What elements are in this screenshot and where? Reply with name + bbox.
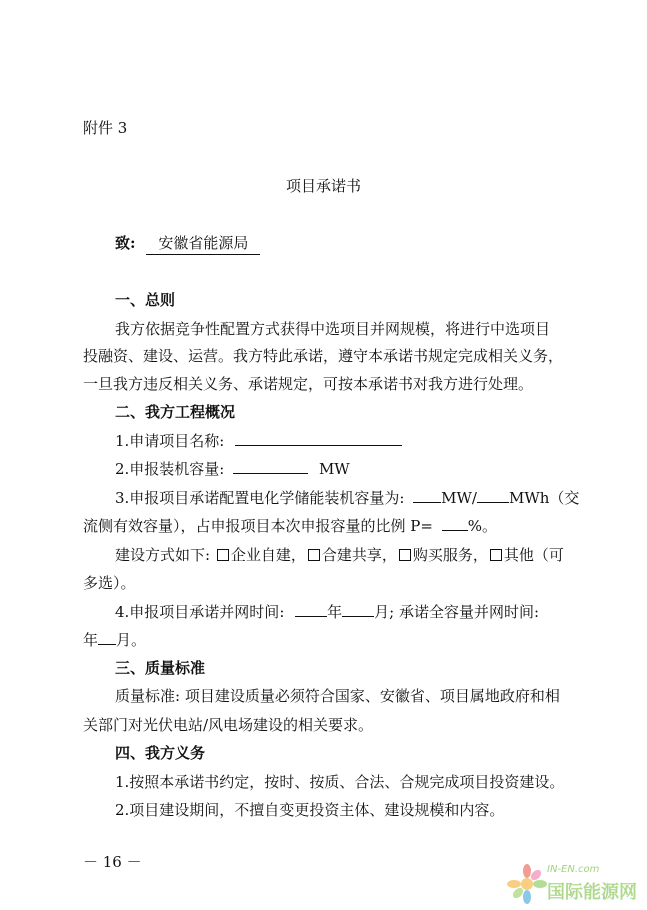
option-joint-build: 合建共享， xyxy=(321,546,397,564)
checkbox-purchase-service[interactable] xyxy=(399,549,411,561)
grid-month-unit: 月; 承诺全容量并网时间: xyxy=(374,603,540,621)
sun-flower-logo-icon xyxy=(505,862,549,906)
overview-item-capacity xyxy=(115,458,350,479)
overview-item-project-name xyxy=(115,430,402,451)
page-number: － 16 － xyxy=(83,853,142,871)
checkbox-other[interactable] xyxy=(490,549,502,561)
section-obligations-heading: 四、我方义务 xyxy=(115,744,206,762)
storage-label: 3.申报项目承诺配置电化学储能装机容量为: xyxy=(115,489,405,507)
build-method-line xyxy=(115,544,564,565)
full-grid-year-unit: 年 xyxy=(83,631,99,649)
watermark-name: 国际能源网 xyxy=(547,882,637,903)
checkbox-joint-build[interactable] xyxy=(308,549,320,561)
storage-ratio-blank xyxy=(442,516,468,531)
recipient-value: 安徽省能源局 xyxy=(146,232,260,255)
quality-line: 质量标准: 项目建设质量必须符合国家、安徽省、项目属地政府和相 xyxy=(115,687,560,705)
general-line: 一旦我方违反相关义务、承诺规定，可按本承诺书对我方进行处理。 xyxy=(83,375,534,393)
capacity-label: 2.申报装机容量: xyxy=(115,460,225,478)
watermark-domain: IN-EN.com xyxy=(547,864,600,875)
project-name-label: 1.申请项目名称: xyxy=(115,432,225,450)
overview-item-storage xyxy=(115,487,579,508)
general-line: 我方依据竞争性配置方式获得中选项目并网规模，将进行中选项目 xyxy=(115,320,551,338)
overview-item-storage-ratio xyxy=(83,515,497,536)
checkbox-self-build[interactable] xyxy=(217,549,229,561)
build-method-label: 建设方式如下: xyxy=(115,546,211,564)
grid-time-label: 4.申报项目承诺并网时间: xyxy=(115,603,285,621)
watermark xyxy=(505,858,645,908)
storage-mw-blank xyxy=(413,488,441,503)
full-grid-month-blank xyxy=(98,630,116,645)
attachment-label: 附件 3 xyxy=(83,119,128,137)
overview-item-grid-time-line2 xyxy=(83,629,146,650)
storage-mwh-blank xyxy=(477,488,509,503)
overview-item-grid-time xyxy=(115,601,539,622)
grid-year-blank xyxy=(295,602,327,617)
capacity-blank xyxy=(233,459,308,474)
recipient-line xyxy=(115,232,260,255)
storage-mwh-unit: MWh（交 xyxy=(509,489,580,507)
doc-title: 项目承诺书 xyxy=(285,177,361,195)
grid-year-unit: 年 xyxy=(327,603,343,621)
storage-ratio-label: 流侧有效容量），占申报项目本次申报容量的比例 P= xyxy=(83,517,433,535)
build-method-line2: 多选）。 xyxy=(83,574,136,592)
section-general-heading: 一、总则 xyxy=(115,291,176,309)
general-line: 投融资、建设、运营。我方特此承诺，遵守本承诺书规定完成相关义务， xyxy=(83,347,564,365)
storage-mw-unit: MW/ xyxy=(441,489,477,507)
option-self-build: 企业自建， xyxy=(230,546,306,564)
quality-line: 关部门对光伏电站/风电场建设的相关要求。 xyxy=(83,716,374,734)
option-purchase-service: 购买服务， xyxy=(412,546,488,564)
option-other: 其他（可 xyxy=(503,546,564,564)
storage-ratio-unit: %。 xyxy=(467,517,497,535)
grid-month-blank xyxy=(342,602,374,617)
project-name-blank xyxy=(235,431,402,446)
obligation-line: 1.按照本承诺书约定，按时、按质、合法、合规完成项目投资建设。 xyxy=(115,773,565,791)
full-grid-month-unit: 月。 xyxy=(116,631,147,649)
section-overview-heading: 二、我方工程概况 xyxy=(115,403,236,421)
obligation-line: 2.项目建设期间，不擅自变更投资主体、建设规模和内容。 xyxy=(115,801,505,819)
capacity-unit: MW xyxy=(318,460,350,478)
section-quality-heading: 三、质量标准 xyxy=(115,659,206,677)
recipient-label: 致: xyxy=(115,234,136,252)
